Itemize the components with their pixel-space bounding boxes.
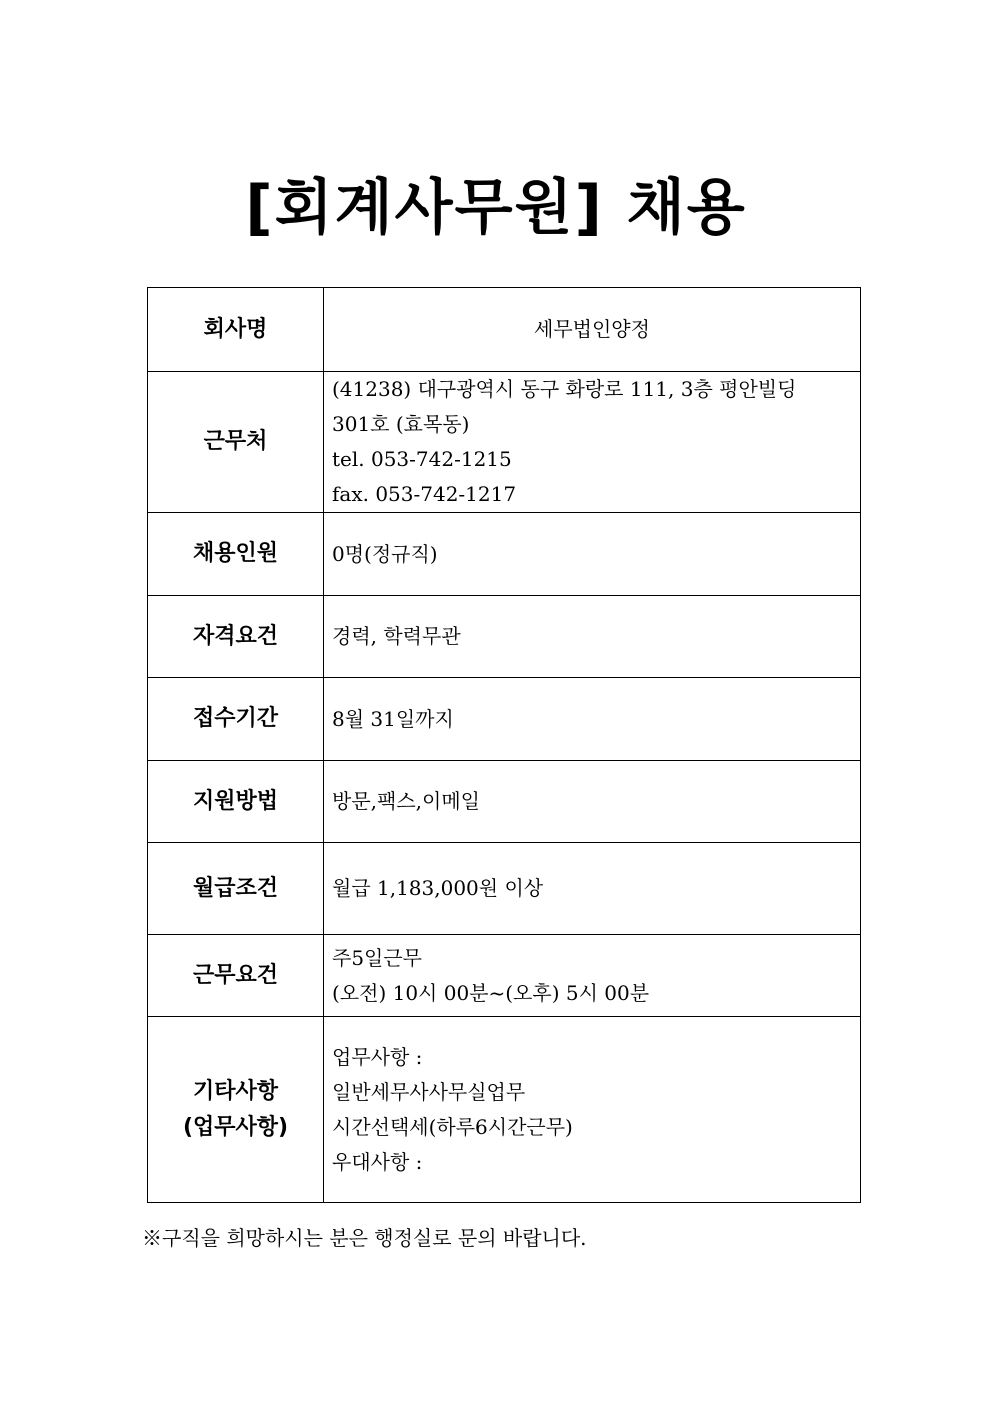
table-row	[148, 513, 861, 596]
table-row	[148, 843, 861, 935]
row-value-headcount	[324, 513, 861, 596]
table-row	[148, 678, 861, 761]
value-line: 주5일근무	[332, 945, 423, 970]
value-line: 업무사항 :	[332, 1044, 423, 1069]
table-row	[148, 1017, 861, 1203]
row-label-qualification: 자격요건	[148, 596, 324, 678]
value-line: 우대사항 :	[332, 1149, 423, 1174]
value-line: 8월 31일까지	[332, 706, 454, 731]
table-row	[148, 372, 861, 513]
row-value-other	[324, 1017, 861, 1203]
row-label-salary: 월급조건	[148, 843, 324, 935]
row-value-qualification	[324, 596, 861, 678]
row-label-method: 지원방법	[148, 761, 324, 843]
value-line: 월급 1,183,000원 이상	[332, 876, 544, 900]
row-value-method	[324, 761, 861, 843]
value-line: fax. 053-742-1217	[332, 482, 517, 506]
row-value-workplace	[324, 372, 861, 513]
table-row	[148, 288, 861, 372]
row-value-conditions	[324, 935, 861, 1017]
label-line: 기타사항	[192, 1078, 278, 1104]
row-label-workplace: 근무처	[148, 372, 324, 513]
value-line: 일반세무사사무실업무	[332, 1079, 526, 1104]
value-line: 세무법인양정	[534, 317, 650, 341]
page-title: [회계사무원] 채용	[245, 173, 747, 243]
value-line: (오전) 10시 00분~(오후) 5시 00분	[332, 980, 650, 1005]
value-line: tel. 053-742-1215	[332, 447, 512, 471]
table-row	[148, 935, 861, 1017]
row-label-company: 회사명	[148, 288, 324, 372]
row-label-headcount: 채용인원	[148, 513, 324, 596]
table-row	[148, 761, 861, 843]
row-label-period: 접수기간	[148, 678, 324, 761]
table-row	[148, 596, 861, 678]
row-value-period	[324, 678, 861, 761]
value-line: 시간선택세(하루6시간근무)	[332, 1114, 573, 1139]
job-posting-table	[147, 287, 861, 1203]
row-value-company	[324, 288, 861, 372]
row-label-conditions: 근무요건	[148, 935, 324, 1017]
value-line: 경력, 학력무관	[332, 624, 461, 648]
value-line: 301호 (효목동)	[332, 412, 470, 436]
row-label-other	[148, 1017, 324, 1203]
label-line: (업무사항)	[182, 1114, 289, 1140]
value-line: 방문,팩스,이메일	[332, 789, 480, 813]
value-line: (41238) 대구광역시 동구 화랑로 111, 3층 평안빌딩	[332, 377, 797, 401]
contact-note: ※구직을 희망하시는 분은 행정실로 문의 바랍니다.	[142, 1226, 587, 1250]
value-line: 0명(정규직)	[332, 541, 438, 566]
row-value-salary	[324, 843, 861, 935]
